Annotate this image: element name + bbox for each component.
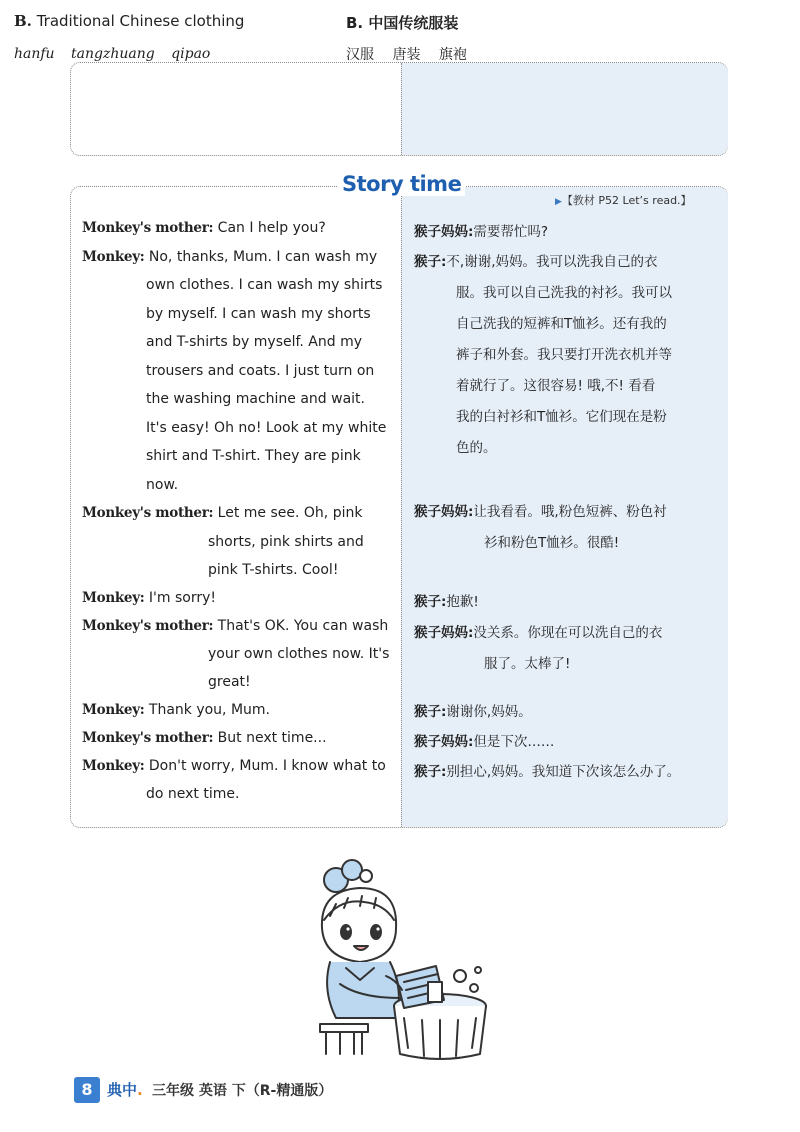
section-b-chinese-title: B. 中国传统服装 [346, 14, 459, 32]
speaker-label: Monkey: [82, 758, 145, 774]
brand-logo [107, 1079, 143, 1100]
chinese-line: 衫和粉色T恤衫。很酷! [484, 535, 620, 551]
dialogue-text: Don't worry, Mum. I know what to [148, 758, 386, 774]
section-b-label: B. [14, 12, 32, 30]
english-line: and T-shirts by myself. And my [146, 334, 363, 350]
chinese-line: 服。我可以自己洗我的衬衫。我可以 [456, 285, 672, 301]
english-line: do next time. [146, 786, 240, 802]
dialogue-text: 谢谢你,妈妈。 [446, 704, 532, 720]
english-line [82, 702, 270, 718]
dialogue-text: 抱歉! [446, 594, 479, 610]
speaker-label: Monkey: [82, 702, 145, 718]
book-title: 三年级 英语 下（R-精通版） [152, 1083, 333, 1099]
speaker-label: Monkey's mother: [82, 730, 214, 746]
english-line [82, 730, 327, 746]
triangle-right-icon: ▶ [555, 197, 562, 207]
dialogue-text: 需要帮忙吗? [473, 224, 549, 240]
chinese-line: 裤子和外套。我只要打开洗衣机并等 [456, 347, 672, 363]
traditional-clothing-box [70, 62, 728, 156]
dialogue-text: 不,谢谢,妈妈。我可以洗我自己的衣 [446, 254, 658, 270]
english-line: own clothes. I can wash my shirts [146, 277, 383, 293]
dialogue-text: That's OK. You can wash [217, 618, 389, 634]
english-line [82, 758, 386, 774]
section-b-english-title [14, 12, 244, 30]
dialogue-text: Thank you, Mum. [148, 702, 270, 718]
chinese-line [414, 250, 658, 270]
dialogue-text: But next time... [217, 730, 327, 746]
english-line: your own clothes now. It's [208, 646, 390, 662]
speaker-label: 猴子妈妈: [414, 504, 474, 520]
chinese-line: 我的白衬衫和T恤衫。它们现在是粉 [456, 409, 667, 425]
english-line: pink T-shirts. Cool! [208, 562, 339, 578]
section-b-title-text: Traditional Chinese clothing [36, 12, 245, 30]
speaker-label: Monkey's mother: [82, 505, 214, 521]
speaker-label: 猴子妈妈: [414, 224, 474, 240]
english-line: shirt and T-shirt. They are pink [146, 448, 361, 464]
dialogue-text: Can I help you? [217, 220, 326, 236]
story-title: Story time [338, 172, 465, 196]
dialogue-text: 让我看看。哦,粉色短裤、粉色衬 [473, 504, 667, 520]
chinese-line [414, 500, 667, 520]
section-b-english-words: hanfu tangzhuang qipao [14, 46, 211, 62]
chinese-line [414, 760, 680, 780]
chinese-line: 色的。 [456, 440, 497, 456]
speaker-label: Monkey's mother: [82, 618, 214, 634]
english-line: trousers and coats. I just turn on [146, 363, 375, 379]
chinese-line: 服了。太棒了! [484, 656, 571, 672]
dialogue-text: I'm sorry! [148, 590, 216, 606]
speaker-label: 猴子: [414, 704, 447, 720]
english-line [82, 505, 362, 521]
english-line [82, 249, 377, 265]
brand-dot: . [137, 1081, 143, 1099]
chinese-line [414, 621, 662, 641]
textbook-reference-text: 【教材 P52 Let’s read.】 [561, 194, 692, 207]
section-b-chinese-words: 汉服 唐装 旗袍 [346, 47, 467, 63]
chinese-line: 自己洗我的短裤和T恤衫。还有我的 [456, 316, 667, 332]
chinese-translation-panel [401, 63, 728, 155]
textbook-reference [555, 192, 692, 208]
english-line: shorts, pink shirts and [208, 534, 364, 550]
chinese-line [414, 700, 532, 720]
speaker-label: Monkey's mother: [82, 220, 214, 236]
speaker-label: 猴子: [414, 764, 447, 780]
girl-washing-clothes-illustration [300, 858, 510, 1068]
speaker-label: 猴子: [414, 254, 447, 270]
chinese-line [414, 220, 548, 240]
page-number: 8 [74, 1077, 100, 1103]
english-line [82, 590, 216, 606]
dialogue-text: 但是下次…… [473, 734, 555, 750]
english-line: now. [146, 477, 179, 493]
dialogue-text: No, thanks, Mum. I can wash my [148, 249, 378, 265]
english-line [82, 220, 326, 236]
speaker-label: 猴子: [414, 594, 447, 610]
english-line: It's easy! Oh no! Look at my white [146, 420, 387, 436]
chinese-line [414, 590, 479, 610]
chinese-line [414, 730, 554, 750]
dialogue-text: 别担心,妈妈。我知道下次该怎么办了。 [446, 764, 681, 780]
dialogue-text: 没关系。你现在可以洗自己的衣 [473, 625, 663, 641]
brand-text: 典中 [107, 1081, 138, 1099]
speaker-label: 猴子妈妈: [414, 734, 474, 750]
speaker-label: 猴子妈妈: [414, 625, 474, 641]
chinese-line: 着就行了。这很容易! 哦,不! 看看 [456, 378, 656, 394]
dialogue-text: Let me see. Oh, pink [217, 505, 363, 521]
english-line [82, 618, 388, 634]
english-line: the washing machine and wait. [146, 391, 365, 407]
english-line: by myself. I can wash my shorts [146, 306, 371, 322]
speaker-label: Monkey: [82, 249, 145, 265]
english-line: great! [208, 674, 251, 690]
speaker-label: Monkey: [82, 590, 145, 606]
